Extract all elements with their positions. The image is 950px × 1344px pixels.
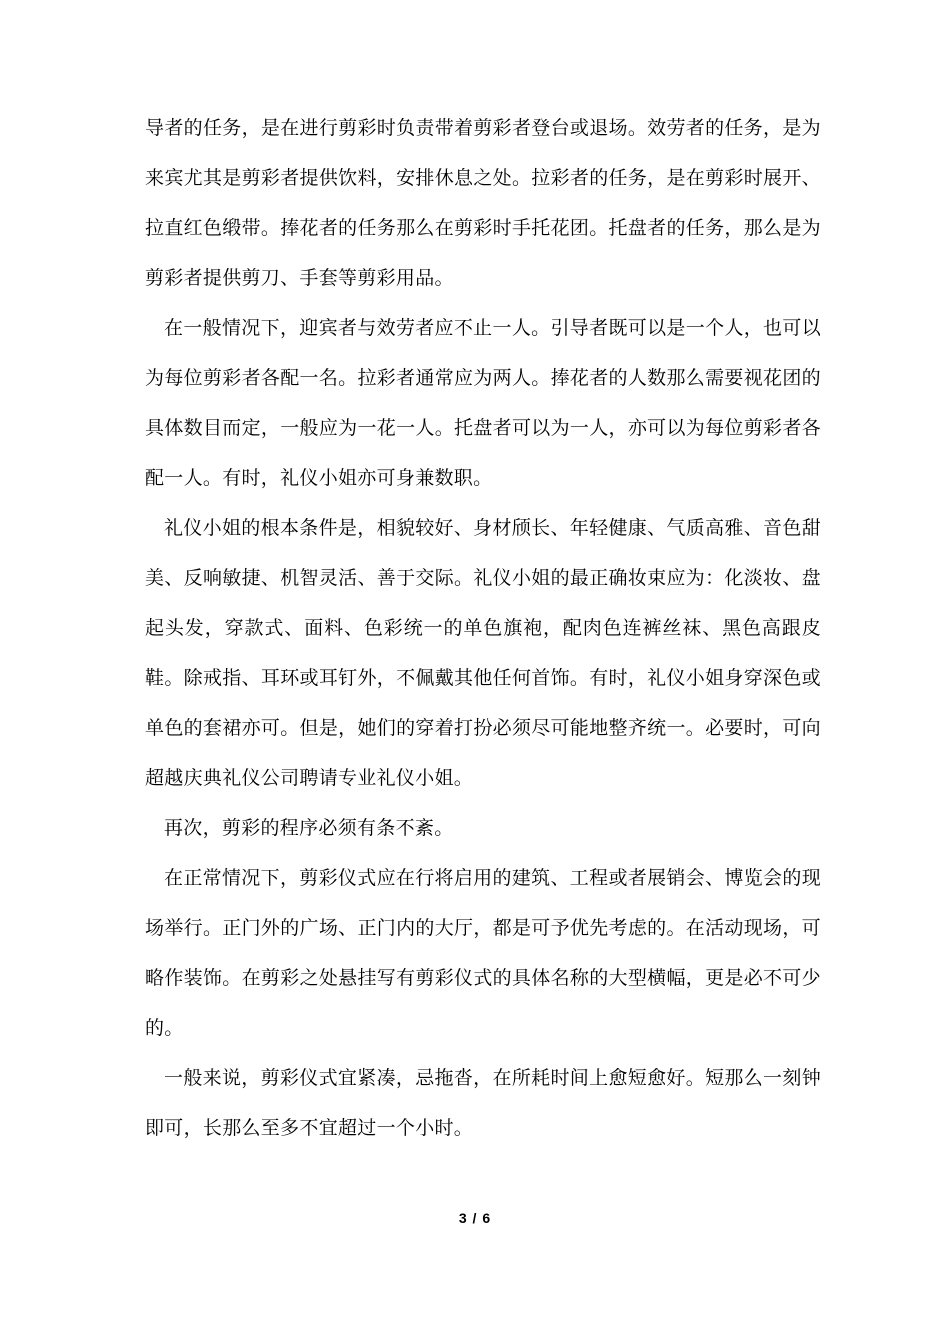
paragraph-venue: 在正常情况下，剪彩仪式应在行将启用的建筑、工程或者展销会、博览会的现场举行。正门外的广场、正门内的大厅，都是可予优先考虑的。在活动现场，可略作装饰。在剪彩之处悬挂写有剪彩仪式的具体名称的大型横幅，更是必不可少的。 — [145, 867, 821, 1039]
body-text — [145, 103, 821, 1153]
paragraph-continuation: 导者的任务，是在进行剪彩时负责带着剪彩者登台或退场。效劳者的任务，是为来宾尤其是剪彩者提供饮料，安排休息之处。拉彩者的任务，是在剪彩时展开、拉直红色缎带。捧花者的任务那么在剪彩时手托花团。托盘者的任务，那么是为剪彩者提供剪刀、手套等剪彩用品。 — [145, 117, 821, 289]
page-number: 3 / 6 — [458, 1210, 492, 1226]
paragraph-duration: 一般来说，剪彩仪式宜紧凑，忌拖沓，在所耗时间上愈短愈好。短那么一刻钟即可，长那么至多不宜超过一个小时。 — [145, 1067, 821, 1139]
paragraph-staff-count: 在一般情况下，迎宾者与效劳者应不止一人。引导者既可以是一个人，也可以为每位剪彩者各配一名。拉彩者通常应为两人。捧花者的人数那么需要视花团的具体数目而定，一般应为一花一人。托盘者可以为一人，亦可以为每位剪彩者各配一人。有时，礼仪小姐亦可身兼数职。 — [145, 317, 821, 489]
paragraph-procedure: 再次，剪彩的程序必须有条不紊。 — [164, 817, 454, 839]
paragraph-hostess-requirements: 礼仪小姐的根本条件是，相貌较好、身材颀长、年轻健康、气质高雅、音色甜美、反响敏捷、机智灵活、善于交际。礼仪小姐的最正确妆束应为：化淡妆、盘起头发，穿款式、面料、色彩统一的单色旗袍，配肉色连裤丝袜、黑色高跟皮鞋。除戒指、耳环或耳钉外，不佩戴其他任何首饰。有时，礼仪小姐身穿深色或单色的套裙亦可。但是，她们的穿着打扮必须尽可能地整齐统一。必要时，可向超越庆典礼仪公司聘请专业礼仪小姐。 — [145, 517, 821, 789]
